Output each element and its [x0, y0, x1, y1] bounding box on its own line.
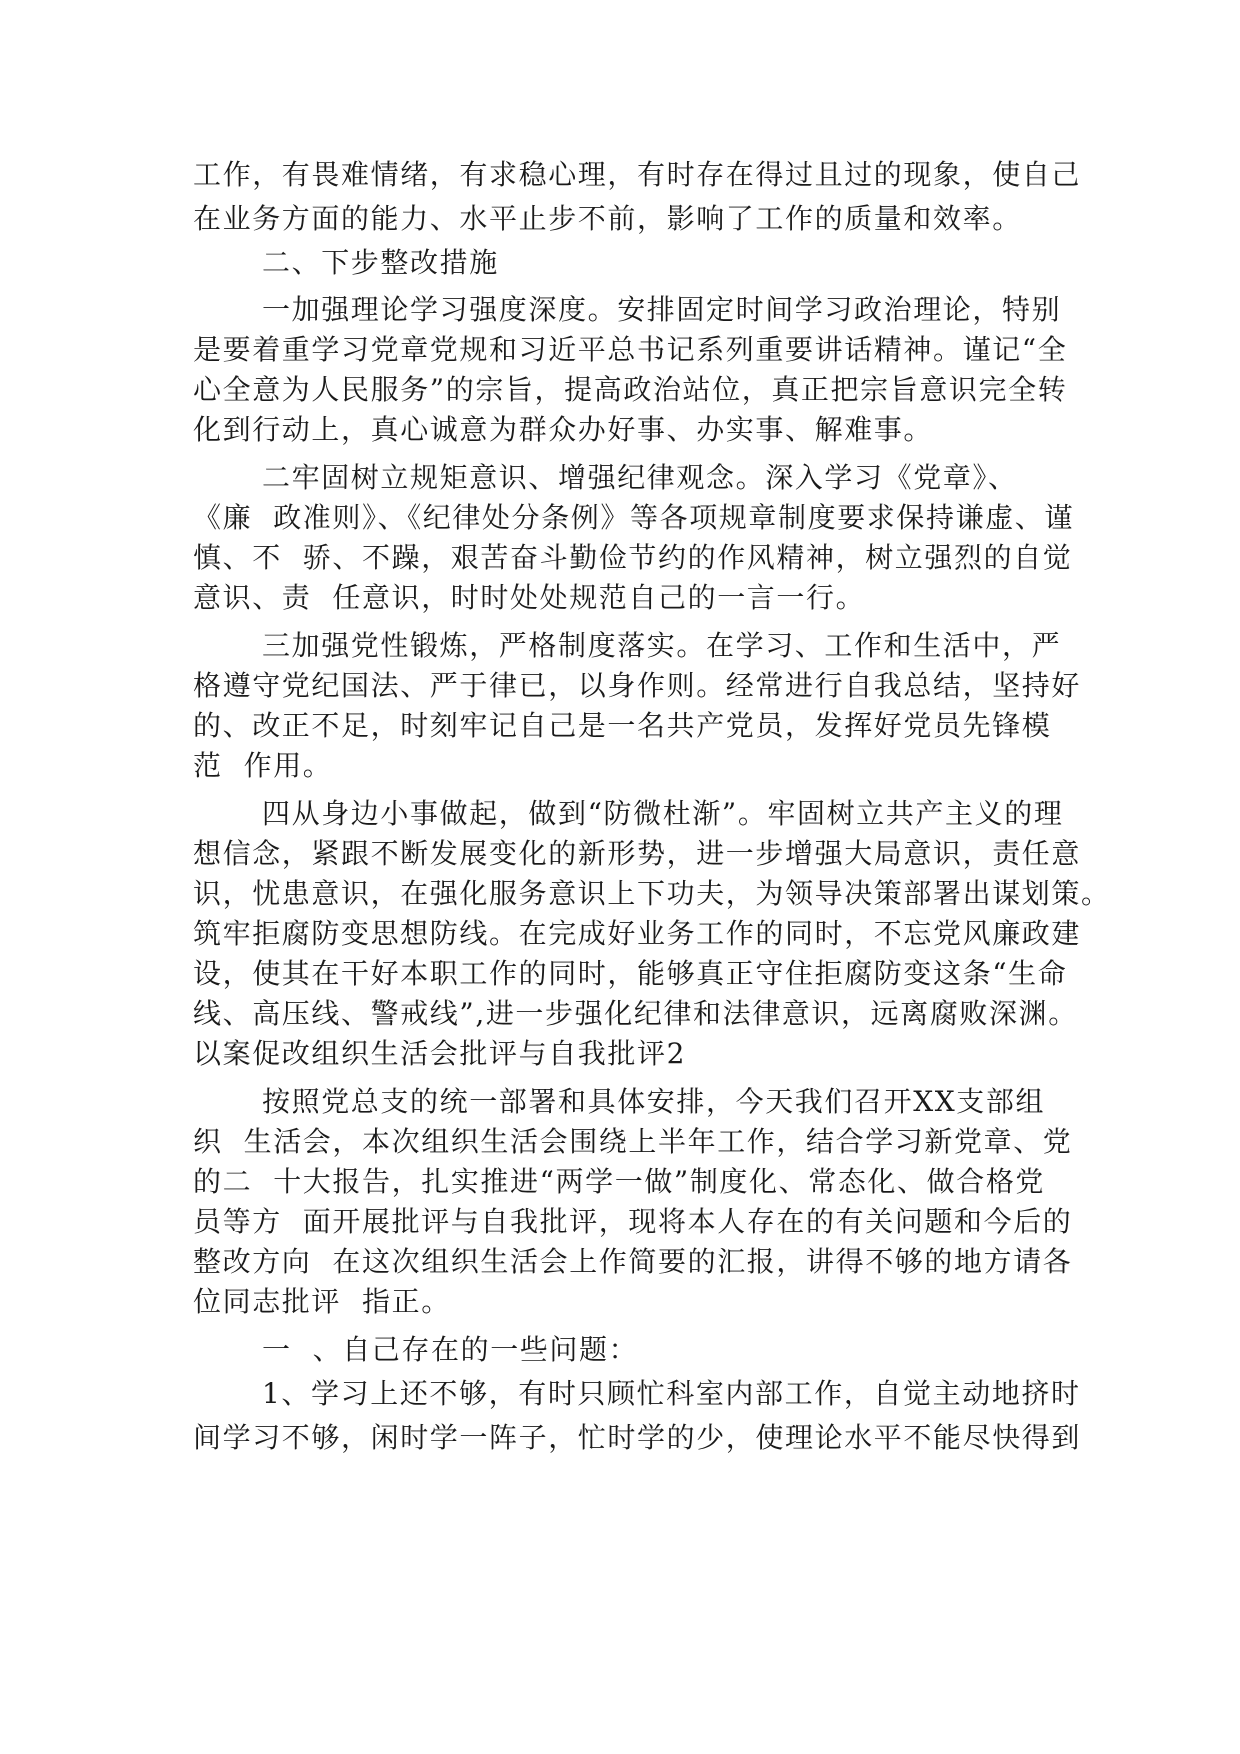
text-line: 员等方 面开展批评与自我批评，现将本人存在的有关问题和今后的: [193, 1205, 1073, 1238]
text-line: 1、学习上还不够，有时只顾忙科室内部工作，自觉主动地挤时: [262, 1377, 1081, 1410]
section-heading: 一 、自己存在的一些问题：: [262, 1333, 639, 1366]
text-line: 整改方向 在这次组织生活会上作简要的汇报，讲得不够的地方请各: [193, 1245, 1073, 1278]
text-line: 的二 十大报告，扎实推进“两学一做”制度化、常态化、做合格党: [193, 1165, 1046, 1198]
text-line: 意识、责 任意识，时时处处规范自己的一言一行。: [193, 581, 866, 614]
text-line: 织 生活会，本次组织生活会围绕上半年工作，结合学习新党章、党: [193, 1125, 1073, 1158]
text-line: 位同志批评 指正。: [193, 1285, 451, 1318]
text-line: 《廉 政准则》、《纪律处分条例》等各项规章制度要求保持谦虚、谨: [193, 501, 1075, 534]
text-line: 识，忧患意识，在强化服务意识上下功夫，为领导决策部署出谋划策。: [193, 877, 1111, 910]
text-line: 慎、不 骄、不躁，艰苦奋斗勤俭节约的作风精神，树立强烈的自觉: [193, 541, 1073, 574]
text-line: 化到行动上，真心诚意为群众办好事、办实事、解难事。: [193, 413, 934, 446]
text-line: 设，使其在干好本职工作的同时，能够真正守住拒腐防变这条“生命: [193, 957, 1068, 990]
text-line: 范 作用。: [193, 749, 333, 782]
text-line: 间学习不够，闲时学一阵子，忙时学的少，使理论水平不能尽快得到: [193, 1421, 1082, 1454]
text-line: 一加强理论学习强度深度。安排固定时间学习政治理论，特别: [262, 293, 1062, 326]
text-line: 在业务方面的能力、水平止步不前，影响了工作的质量和效率。: [193, 202, 1022, 235]
text-line: 线、高压线、警戒线”,进一步强化纪律和法律意识，远离腐败深渊。: [193, 997, 1078, 1030]
text-line: 的、改正不足，时刻牢记自己是一名共产党员，发挥好党员先锋模: [193, 709, 1052, 742]
text-line: 是要着重学习党章党规和习近平总书记系列重要讲话精神。谨记“全: [193, 333, 1068, 366]
text-line: 格遵守党纪国法、严于律已，以身作则。经常进行自我总结，坚持好: [193, 669, 1082, 702]
text-line: 工作，有畏难情绪，有求稳心理，有时存在得过且过的现象，使自己: [193, 158, 1082, 191]
text-line: 筑牢拒腐防变思想防线。在完成好业务工作的同时，不忘党风廉政建: [193, 917, 1082, 950]
document-title: 以案促改组织生活会批评与自我批评2: [193, 1037, 687, 1070]
text-line: 按照党总支的统一部署和具体安排，今天我们召开XX支部组: [262, 1085, 1046, 1118]
text-line: 四从身边小事做起，做到“防微杜渐”。牢固树立共产主义的理: [262, 797, 1064, 830]
text-line: 想信念，紧跟不断发展变化的新形势，进一步增强大局意识，责任意: [193, 837, 1082, 870]
text-line: 二牢固树立规矩意识、增强纪律观念。深入学习《党章》、: [262, 461, 1018, 494]
text-line: 心全意为人民服务”的宗旨，提高政治站位，真正把宗旨意识完全转: [193, 373, 1068, 406]
section-heading: 二、下步整改措施: [262, 246, 499, 279]
text-line: 三加强党性锻炼，严格制度落实。在学习、工作和生活中，严: [262, 629, 1062, 662]
